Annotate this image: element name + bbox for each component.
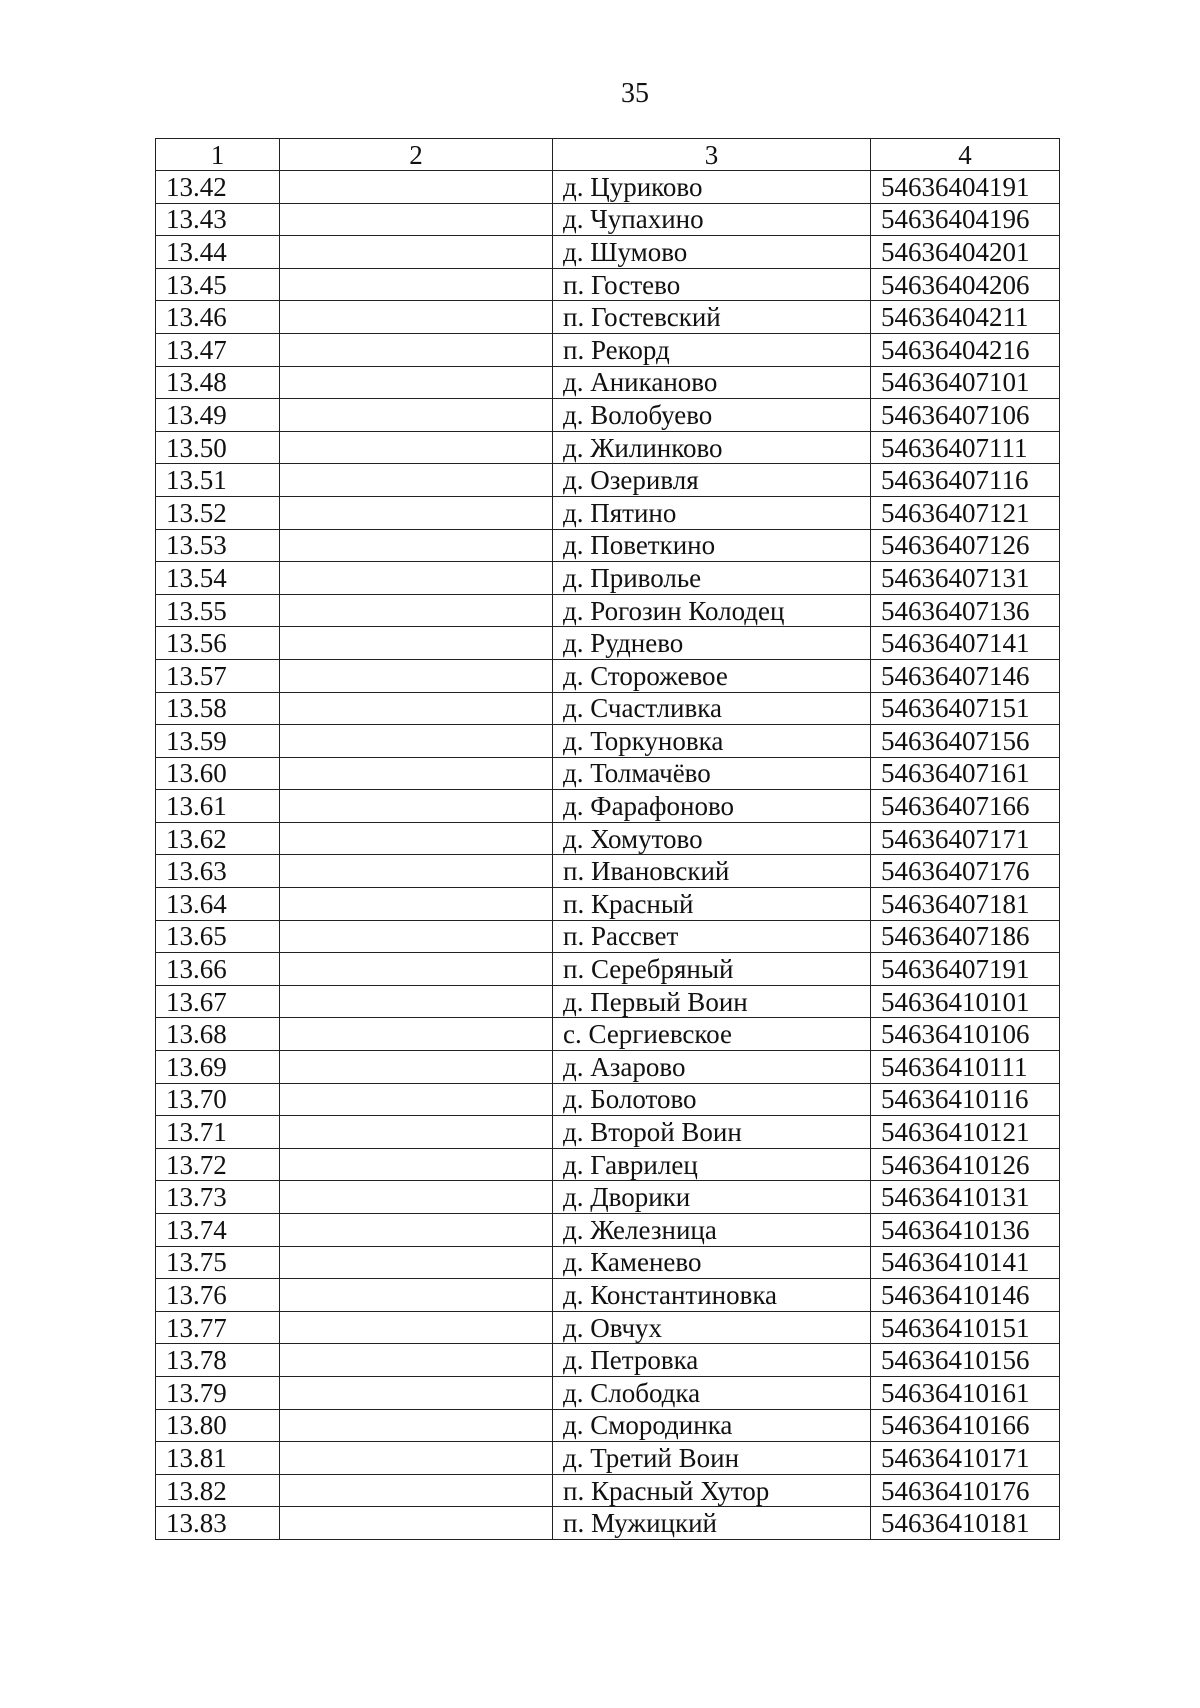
row-col2-cell <box>280 1116 553 1149</box>
oktmo-code-cell: 54636407161 <box>871 757 1060 790</box>
row-number-cell: 13.80 <box>156 1409 280 1442</box>
oktmo-code-cell: 54636410176 <box>871 1474 1060 1507</box>
row-number-cell: 13.59 <box>156 725 280 758</box>
settlement-name-cell: д. Азарово <box>553 1051 871 1084</box>
oktmo-code-cell: 54636410116 <box>871 1083 1060 1116</box>
row-number-cell: 13.74 <box>156 1214 280 1247</box>
table-row <box>156 1311 1060 1344</box>
row-col2-cell <box>280 236 553 269</box>
oktmo-code-cell: 54636410121 <box>871 1116 1060 1149</box>
table-row <box>156 268 1060 301</box>
row-number-cell: 13.76 <box>156 1279 280 1312</box>
settlement-name-cell: д. Смородинка <box>553 1409 871 1442</box>
oktmo-code-cell: 54636407176 <box>871 855 1060 888</box>
row-number-cell: 13.70 <box>156 1083 280 1116</box>
row-col2-cell <box>280 562 553 595</box>
row-number-cell: 13.75 <box>156 1246 280 1279</box>
settlement-name-cell: д. Второй Воин <box>553 1116 871 1149</box>
settlement-name-cell: д. Приволье <box>553 562 871 595</box>
row-col2-cell <box>280 1474 553 1507</box>
row-col2-cell <box>280 1409 553 1442</box>
row-col2-cell <box>280 953 553 986</box>
settlement-name-cell: д. Поветкино <box>553 529 871 562</box>
row-col2-cell <box>280 1148 553 1181</box>
table-row <box>156 171 1060 204</box>
oktmo-code-cell: 54636407126 <box>871 529 1060 562</box>
settlement-name-cell: д. Слободка <box>553 1376 871 1409</box>
oktmo-code-cell: 54636407171 <box>871 822 1060 855</box>
table-row <box>156 529 1060 562</box>
oktmo-code-cell: 54636407121 <box>871 496 1060 529</box>
row-number-cell: 13.60 <box>156 757 280 790</box>
row-col2-cell <box>280 464 553 497</box>
settlement-name-cell: п. Гостево <box>553 268 871 301</box>
oktmo-code-cell: 54636407146 <box>871 659 1060 692</box>
table-row <box>156 431 1060 464</box>
oktmo-code-cell: 54636410156 <box>871 1344 1060 1377</box>
table-row <box>156 790 1060 823</box>
settlement-name-cell: д. Пятино <box>553 496 871 529</box>
row-number-cell: 13.47 <box>156 333 280 366</box>
settlement-name-cell: д. Жилинково <box>553 431 871 464</box>
settlement-name-cell: д. Толмачёво <box>553 757 871 790</box>
table-row <box>156 1344 1060 1377</box>
oktmo-code-cell: 54636410101 <box>871 985 1060 1018</box>
oktmo-code-cell: 54636407111 <box>871 431 1060 464</box>
oktmo-code-cell: 54636404196 <box>871 203 1060 236</box>
row-col2-cell <box>280 399 553 432</box>
header-col-4: 4 <box>871 139 1060 171</box>
oktmo-code-cell: 54636410166 <box>871 1409 1060 1442</box>
row-col2-cell <box>280 692 553 725</box>
row-col2-cell <box>280 1083 553 1116</box>
table-row <box>156 203 1060 236</box>
table-body <box>156 171 1060 1540</box>
table-row <box>156 757 1060 790</box>
row-col2-cell <box>280 1507 553 1540</box>
oktmo-code-cell: 54636407141 <box>871 627 1060 660</box>
settlement-name-cell: д. Дворики <box>553 1181 871 1214</box>
table-row <box>156 953 1060 986</box>
row-col2-cell <box>280 757 553 790</box>
row-col2-cell <box>280 268 553 301</box>
table-row <box>156 236 1060 269</box>
table-row <box>156 822 1060 855</box>
oktmo-code-cell: 54636404216 <box>871 333 1060 366</box>
oktmo-code-cell: 54636410141 <box>871 1246 1060 1279</box>
settlement-name-cell: д. Руднево <box>553 627 871 660</box>
table-row <box>156 1018 1060 1051</box>
settlement-name-cell: д. Рогозин Колодец <box>553 594 871 627</box>
row-number-cell: 13.54 <box>156 562 280 595</box>
table-row <box>156 920 1060 953</box>
oktmo-code-cell: 54636407106 <box>871 399 1060 432</box>
row-number-cell: 13.58 <box>156 692 280 725</box>
settlement-name-cell: д. Шумово <box>553 236 871 269</box>
row-col2-cell <box>280 855 553 888</box>
table-row <box>156 692 1060 725</box>
header-col-1: 1 <box>156 139 280 171</box>
settlement-name-cell: д. Сторожевое <box>553 659 871 692</box>
row-col2-cell <box>280 627 553 660</box>
oktmo-code-cell: 54636410181 <box>871 1507 1060 1540</box>
row-number-cell: 13.55 <box>156 594 280 627</box>
oktmo-code-cell: 54636410161 <box>871 1376 1060 1409</box>
settlement-name-cell: п. Рекорд <box>553 333 871 366</box>
settlement-name-cell: д. Первый Воин <box>553 985 871 1018</box>
row-number-cell: 13.71 <box>156 1116 280 1149</box>
oktmo-code-cell: 54636404201 <box>871 236 1060 269</box>
oktmo-code-cell: 54636407116 <box>871 464 1060 497</box>
table-row <box>156 1376 1060 1409</box>
row-col2-cell <box>280 529 553 562</box>
row-number-cell: 13.57 <box>156 659 280 692</box>
row-number-cell: 13.48 <box>156 366 280 399</box>
oktmo-code-cell: 54636410171 <box>871 1442 1060 1475</box>
row-number-cell: 13.50 <box>156 431 280 464</box>
oktmo-code-cell: 54636410146 <box>871 1279 1060 1312</box>
header-col-3: 3 <box>553 139 871 171</box>
row-number-cell: 13.66 <box>156 953 280 986</box>
row-col2-cell <box>280 1018 553 1051</box>
oktmo-code-cell: 54636404211 <box>871 301 1060 334</box>
row-number-cell: 13.65 <box>156 920 280 953</box>
oktmo-code-cell: 54636407166 <box>871 790 1060 823</box>
table-row <box>156 366 1060 399</box>
row-col2-cell <box>280 1279 553 1312</box>
settlement-name-cell: п. Рассвет <box>553 920 871 953</box>
settlement-name-cell: д. Каменево <box>553 1246 871 1279</box>
row-number-cell: 13.69 <box>156 1051 280 1084</box>
table-row <box>156 562 1060 595</box>
oktmo-code-cell: 54636407191 <box>871 953 1060 986</box>
settlements-table <box>155 138 1060 1540</box>
row-col2-cell <box>280 1376 553 1409</box>
settlement-name-cell: п. Красный <box>553 888 871 921</box>
row-col2-cell <box>280 985 553 1018</box>
row-number-cell: 13.68 <box>156 1018 280 1051</box>
table-row <box>156 1051 1060 1084</box>
row-number-cell: 13.52 <box>156 496 280 529</box>
table-row <box>156 1409 1060 1442</box>
table-header <box>156 139 1060 171</box>
row-col2-cell <box>280 888 553 921</box>
settlement-name-cell: п. Гостевский <box>553 301 871 334</box>
row-number-cell: 13.83 <box>156 1507 280 1540</box>
oktmo-code-cell: 54636407186 <box>871 920 1060 953</box>
oktmo-code-cell: 54636410106 <box>871 1018 1060 1051</box>
oktmo-code-cell: 54636404191 <box>871 171 1060 204</box>
settlement-name-cell: д. Аниканово <box>553 366 871 399</box>
row-number-cell: 13.78 <box>156 1344 280 1377</box>
row-col2-cell <box>280 1246 553 1279</box>
table-row <box>156 301 1060 334</box>
settlement-name-cell: д. Третий Воин <box>553 1442 871 1475</box>
row-number-cell: 13.67 <box>156 985 280 1018</box>
row-col2-cell <box>280 301 553 334</box>
table-row <box>156 659 1060 692</box>
settlement-name-cell: д. Счастливка <box>553 692 871 725</box>
row-number-cell: 13.51 <box>156 464 280 497</box>
row-col2-cell <box>280 171 553 204</box>
settlement-name-cell: д. Болотово <box>553 1083 871 1116</box>
row-col2-cell <box>280 333 553 366</box>
settlement-name-cell: п. Ивановский <box>553 855 871 888</box>
table-row <box>156 985 1060 1018</box>
settlement-name-cell: д. Озеривля <box>553 464 871 497</box>
settlement-name-cell: д. Чупахино <box>553 203 871 236</box>
row-number-cell: 13.64 <box>156 888 280 921</box>
row-number-cell: 13.43 <box>156 203 280 236</box>
row-number-cell: 13.61 <box>156 790 280 823</box>
row-col2-cell <box>280 496 553 529</box>
row-col2-cell <box>280 822 553 855</box>
row-number-cell: 13.73 <box>156 1181 280 1214</box>
oktmo-code-cell: 54636410126 <box>871 1148 1060 1181</box>
settlement-name-cell: д. Константиновка <box>553 1279 871 1312</box>
settlement-name-cell: д. Фарафоново <box>553 790 871 823</box>
table-row <box>156 1214 1060 1247</box>
page-number: 35 <box>621 78 649 109</box>
settlement-name-cell: п. Мужицкий <box>553 1507 871 1540</box>
row-col2-cell <box>280 594 553 627</box>
table-row <box>156 627 1060 660</box>
row-col2-cell <box>280 1214 553 1247</box>
header-col-2: 2 <box>280 139 553 171</box>
oktmo-code-cell: 54636407136 <box>871 594 1060 627</box>
settlement-name-cell: д. Цуриково <box>553 171 871 204</box>
settlement-name-cell: п. Серебряный <box>553 953 871 986</box>
table-row <box>156 725 1060 758</box>
row-number-cell: 13.53 <box>156 529 280 562</box>
oktmo-code-cell: 54636407131 <box>871 562 1060 595</box>
row-col2-cell <box>280 1442 553 1475</box>
row-number-cell: 13.44 <box>156 236 280 269</box>
row-col2-cell <box>280 1181 553 1214</box>
table-row <box>156 1442 1060 1475</box>
settlement-name-cell: с. Сергиевское <box>553 1018 871 1051</box>
row-number-cell: 13.56 <box>156 627 280 660</box>
table-row <box>156 1148 1060 1181</box>
settlement-name-cell: п. Красный Хутор <box>553 1474 871 1507</box>
oktmo-code-cell: 54636407181 <box>871 888 1060 921</box>
row-number-cell: 13.42 <box>156 171 280 204</box>
oktmo-code-cell: 54636410131 <box>871 1181 1060 1214</box>
table-row <box>156 1083 1060 1116</box>
row-col2-cell <box>280 366 553 399</box>
row-number-cell: 13.81 <box>156 1442 280 1475</box>
table-row <box>156 399 1060 432</box>
oktmo-code-cell: 54636407151 <box>871 692 1060 725</box>
table-row <box>156 1246 1060 1279</box>
row-col2-cell <box>280 790 553 823</box>
row-number-cell: 13.63 <box>156 855 280 888</box>
settlement-name-cell: д. Железница <box>553 1214 871 1247</box>
row-col2-cell <box>280 920 553 953</box>
row-number-cell: 13.49 <box>156 399 280 432</box>
table-row <box>156 496 1060 529</box>
table-row <box>156 1116 1060 1149</box>
row-col2-cell <box>280 203 553 236</box>
table-row <box>156 333 1060 366</box>
settlement-name-cell: д. Волобуево <box>553 399 871 432</box>
row-number-cell: 13.82 <box>156 1474 280 1507</box>
row-col2-cell <box>280 725 553 758</box>
settlement-name-cell: д. Хомутово <box>553 822 871 855</box>
table-row <box>156 464 1060 497</box>
table-row <box>156 1279 1060 1312</box>
settlement-name-cell: д. Гаврилец <box>553 1148 871 1181</box>
table-row <box>156 888 1060 921</box>
settlement-name-cell: д. Торкуновка <box>553 725 871 758</box>
oktmo-code-cell: 54636410111 <box>871 1051 1060 1084</box>
table-row <box>156 1474 1060 1507</box>
oktmo-code-cell: 54636410136 <box>871 1214 1060 1247</box>
oktmo-code-cell: 54636407101 <box>871 366 1060 399</box>
row-number-cell: 13.77 <box>156 1311 280 1344</box>
header-row <box>156 139 1060 171</box>
row-col2-cell <box>280 431 553 464</box>
row-col2-cell <box>280 659 553 692</box>
row-number-cell: 13.62 <box>156 822 280 855</box>
oktmo-code-cell: 54636407156 <box>871 725 1060 758</box>
row-col2-cell <box>280 1344 553 1377</box>
settlement-name-cell: д. Овчух <box>553 1311 871 1344</box>
row-number-cell: 13.72 <box>156 1148 280 1181</box>
row-number-cell: 13.46 <box>156 301 280 334</box>
settlement-name-cell: д. Петровка <box>553 1344 871 1377</box>
table-row <box>156 1181 1060 1214</box>
row-number-cell: 13.45 <box>156 268 280 301</box>
oktmo-code-cell: 54636404206 <box>871 268 1060 301</box>
row-number-cell: 13.79 <box>156 1376 280 1409</box>
oktmo-code-cell: 54636410151 <box>871 1311 1060 1344</box>
table-row <box>156 1507 1060 1540</box>
row-col2-cell <box>280 1311 553 1344</box>
table-row <box>156 855 1060 888</box>
table-row <box>156 594 1060 627</box>
row-col2-cell <box>280 1051 553 1084</box>
